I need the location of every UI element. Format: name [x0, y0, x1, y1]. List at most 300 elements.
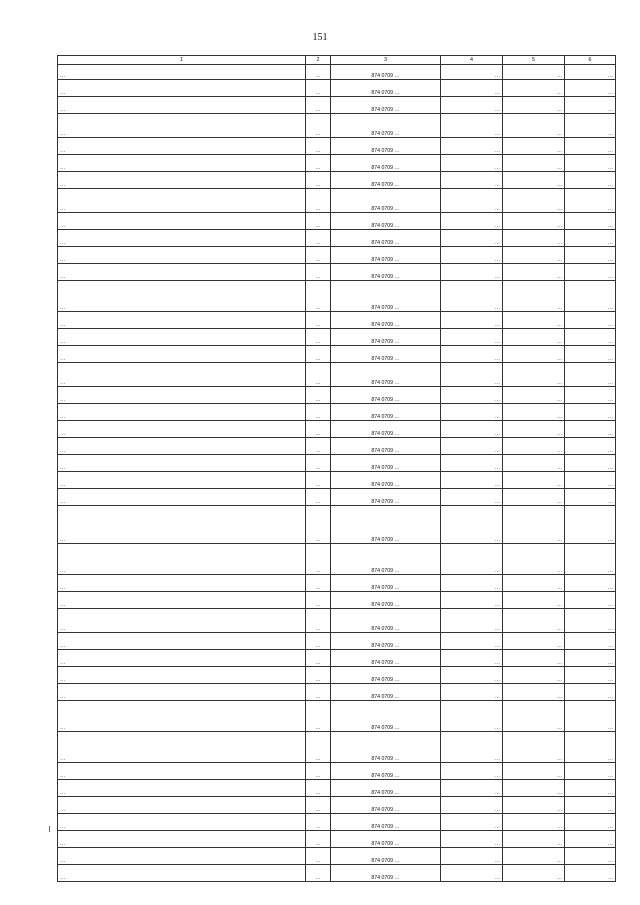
- row-name: …: [58, 80, 306, 97]
- row-code: …: [306, 421, 331, 438]
- row-amount-executed: …: [503, 213, 565, 230]
- row-amount-executed: …: [503, 814, 565, 831]
- row-amount-balance: …: [565, 732, 616, 763]
- row-name: …: [58, 506, 306, 544]
- row-code: …: [306, 172, 331, 189]
- row-amount-balance: …: [565, 814, 616, 831]
- row-classification: 874 0709 …: [331, 346, 441, 363]
- row-name: …: [58, 544, 306, 575]
- row-classification: 874 0709 …: [331, 780, 441, 797]
- row-amount-balance: …: [565, 172, 616, 189]
- row-name: …: [58, 472, 306, 489]
- table-row: [58, 797, 616, 814]
- row-code: …: [306, 247, 331, 264]
- row-classification: 874 0709 …: [331, 404, 441, 421]
- row-name: …: [58, 172, 306, 189]
- row-amount-balance: …: [565, 575, 616, 592]
- row-amount-planned: …: [441, 114, 503, 138]
- row-name: …: [58, 138, 306, 155]
- column-number: 6: [565, 56, 616, 65]
- table-row: [58, 489, 616, 506]
- row-amount-balance: …: [565, 650, 616, 667]
- row-code: …: [306, 633, 331, 650]
- row-amount-executed: …: [503, 684, 565, 701]
- row-classification: 874 0709 …: [331, 575, 441, 592]
- row-classification: 874 0709 …: [331, 455, 441, 472]
- row-code: …: [306, 609, 331, 633]
- row-amount-executed: …: [503, 264, 565, 281]
- table-row: [58, 831, 616, 848]
- row-amount-executed: …: [503, 472, 565, 489]
- row-name: …: [58, 329, 306, 346]
- row-classification: 874 0709 …: [331, 544, 441, 575]
- row-amount-executed: …: [503, 281, 565, 312]
- row-classification: 874 0709 …: [331, 684, 441, 701]
- row-code: …: [306, 732, 331, 763]
- row-amount-balance: …: [565, 138, 616, 155]
- row-amount-executed: …: [503, 65, 565, 80]
- row-name: …: [58, 363, 306, 387]
- row-name: …: [58, 592, 306, 609]
- row-code: …: [306, 650, 331, 667]
- row-amount-planned: …: [441, 65, 503, 80]
- table-row: [58, 506, 616, 544]
- row-classification: 874 0709 …: [331, 213, 441, 230]
- margin-mark: [49, 826, 53, 832]
- row-name: …: [58, 633, 306, 650]
- row-amount-executed: …: [503, 114, 565, 138]
- row-classification: 874 0709 …: [331, 848, 441, 865]
- row-amount-planned: …: [441, 763, 503, 780]
- table-body: [58, 65, 616, 882]
- row-amount-planned: …: [441, 797, 503, 814]
- table-row: [58, 865, 616, 882]
- row-name: …: [58, 848, 306, 865]
- page-number: 151: [312, 32, 328, 43]
- row-name: …: [58, 404, 306, 421]
- row-amount-balance: …: [565, 684, 616, 701]
- row-name: …: [58, 264, 306, 281]
- row-name: …: [58, 684, 306, 701]
- table-row: [58, 701, 616, 732]
- row-classification: 874 0709 …: [331, 247, 441, 264]
- table-row: [58, 438, 616, 455]
- row-amount-planned: …: [441, 609, 503, 633]
- row-amount-planned: …: [441, 780, 503, 797]
- table-row: [58, 138, 616, 155]
- row-amount-executed: …: [503, 701, 565, 732]
- row-classification: 874 0709 …: [331, 138, 441, 155]
- row-classification: 874 0709 …: [331, 701, 441, 732]
- row-code: …: [306, 575, 331, 592]
- row-classification: 874 0709 …: [331, 114, 441, 138]
- row-classification: 874 0709 …: [331, 633, 441, 650]
- row-classification: 874 0709 …: [331, 438, 441, 455]
- row-code: …: [306, 701, 331, 732]
- row-classification: 874 0709 …: [331, 65, 441, 80]
- row-amount-planned: …: [441, 472, 503, 489]
- row-name: …: [58, 814, 306, 831]
- row-code: …: [306, 848, 331, 865]
- row-amount-executed: …: [503, 455, 565, 472]
- row-amount-planned: …: [441, 455, 503, 472]
- row-amount-balance: …: [565, 633, 616, 650]
- row-name: …: [58, 438, 306, 455]
- row-amount-planned: …: [441, 247, 503, 264]
- row-amount-executed: …: [503, 172, 565, 189]
- row-code: …: [306, 65, 331, 80]
- row-amount-planned: …: [441, 650, 503, 667]
- table-row: [58, 667, 616, 684]
- row-classification: 874 0709 …: [331, 363, 441, 387]
- row-name: …: [58, 667, 306, 684]
- row-classification: 874 0709 …: [331, 155, 441, 172]
- row-amount-planned: …: [441, 387, 503, 404]
- table-row: [58, 404, 616, 421]
- row-classification: 874 0709 …: [331, 80, 441, 97]
- table-row: [58, 346, 616, 363]
- row-classification: 874 0709 …: [331, 472, 441, 489]
- row-amount-planned: …: [441, 172, 503, 189]
- row-code: …: [306, 264, 331, 281]
- row-classification: 874 0709 …: [331, 814, 441, 831]
- row-amount-executed: …: [503, 592, 565, 609]
- row-classification: 874 0709 …: [331, 329, 441, 346]
- row-amount-balance: …: [565, 831, 616, 848]
- row-code: …: [306, 684, 331, 701]
- column-number: 2: [306, 56, 331, 65]
- row-code: …: [306, 438, 331, 455]
- row-amount-balance: …: [565, 80, 616, 97]
- row-amount-executed: …: [503, 609, 565, 633]
- row-code: …: [306, 780, 331, 797]
- table-row: [58, 80, 616, 97]
- row-amount-balance: …: [565, 387, 616, 404]
- row-amount-executed: …: [503, 763, 565, 780]
- table-row: [58, 97, 616, 114]
- table-row: [58, 609, 616, 633]
- table-row: [58, 155, 616, 172]
- row-amount-balance: …: [565, 865, 616, 882]
- row-amount-balance: …: [565, 609, 616, 633]
- table-row: [58, 472, 616, 489]
- table-row: [58, 172, 616, 189]
- row-amount-balance: …: [565, 455, 616, 472]
- table-row: [58, 247, 616, 264]
- row-code: …: [306, 763, 331, 780]
- row-name: …: [58, 230, 306, 247]
- row-amount-executed: …: [503, 421, 565, 438]
- table-row: [58, 65, 616, 80]
- row-amount-planned: …: [441, 831, 503, 848]
- row-classification: 874 0709 …: [331, 650, 441, 667]
- table-row: [58, 650, 616, 667]
- row-code: …: [306, 329, 331, 346]
- row-name: …: [58, 189, 306, 213]
- table-row: [58, 363, 616, 387]
- row-amount-executed: …: [503, 387, 565, 404]
- row-amount-balance: …: [565, 489, 616, 506]
- row-amount-planned: …: [441, 329, 503, 346]
- row-amount-planned: …: [441, 575, 503, 592]
- row-classification: 874 0709 …: [331, 797, 441, 814]
- row-name: …: [58, 865, 306, 882]
- row-amount-planned: …: [441, 633, 503, 650]
- row-amount-planned: …: [441, 264, 503, 281]
- row-amount-planned: …: [441, 421, 503, 438]
- row-amount-balance: …: [565, 230, 616, 247]
- row-classification: 874 0709 …: [331, 667, 441, 684]
- table-row: [58, 455, 616, 472]
- row-amount-planned: …: [441, 684, 503, 701]
- row-code: …: [306, 230, 331, 247]
- table-row: [58, 780, 616, 797]
- row-name: …: [58, 114, 306, 138]
- row-amount-planned: …: [441, 230, 503, 247]
- table-row: [58, 281, 616, 312]
- row-amount-balance: …: [565, 114, 616, 138]
- row-code: …: [306, 363, 331, 387]
- table-row: [58, 387, 616, 404]
- table-row: [58, 114, 616, 138]
- row-amount-executed: …: [503, 544, 565, 575]
- row-name: …: [58, 701, 306, 732]
- row-amount-balance: …: [565, 701, 616, 732]
- row-amount-balance: …: [565, 329, 616, 346]
- row-amount-balance: …: [565, 97, 616, 114]
- row-name: …: [58, 455, 306, 472]
- table-row: [58, 329, 616, 346]
- row-amount-balance: …: [565, 312, 616, 329]
- table-row: [58, 264, 616, 281]
- row-amount-balance: …: [565, 592, 616, 609]
- table-row: [58, 814, 616, 831]
- row-classification: 874 0709 …: [331, 592, 441, 609]
- row-name: …: [58, 65, 306, 80]
- row-amount-planned: …: [441, 732, 503, 763]
- row-code: …: [306, 80, 331, 97]
- row-classification: 874 0709 …: [331, 421, 441, 438]
- column-number: 4: [441, 56, 503, 65]
- row-name: …: [58, 155, 306, 172]
- row-amount-balance: …: [565, 472, 616, 489]
- row-classification: 874 0709 …: [331, 831, 441, 848]
- row-classification: 874 0709 …: [331, 230, 441, 247]
- row-code: …: [306, 865, 331, 882]
- row-amount-planned: …: [441, 667, 503, 684]
- row-amount-balance: …: [565, 189, 616, 213]
- row-amount-balance: …: [565, 780, 616, 797]
- row-code: …: [306, 544, 331, 575]
- row-amount-executed: …: [503, 650, 565, 667]
- row-name: …: [58, 609, 306, 633]
- row-amount-planned: …: [441, 213, 503, 230]
- row-name: …: [58, 732, 306, 763]
- row-amount-planned: …: [441, 404, 503, 421]
- row-amount-executed: …: [503, 865, 565, 882]
- table-row: [58, 544, 616, 575]
- row-amount-planned: …: [441, 281, 503, 312]
- column-number: 3: [331, 56, 441, 65]
- row-amount-balance: …: [565, 346, 616, 363]
- row-name: …: [58, 797, 306, 814]
- row-name: …: [58, 281, 306, 312]
- row-amount-balance: …: [565, 213, 616, 230]
- table-row: [58, 848, 616, 865]
- row-name: …: [58, 346, 306, 363]
- row-amount-balance: …: [565, 247, 616, 264]
- row-amount-executed: …: [503, 438, 565, 455]
- row-amount-executed: …: [503, 797, 565, 814]
- row-amount-planned: …: [441, 544, 503, 575]
- row-amount-executed: …: [503, 80, 565, 97]
- row-classification: 874 0709 …: [331, 281, 441, 312]
- row-amount-planned: …: [441, 312, 503, 329]
- row-code: …: [306, 97, 331, 114]
- row-amount-balance: …: [565, 264, 616, 281]
- row-amount-planned: …: [441, 346, 503, 363]
- table-row: [58, 213, 616, 230]
- table-row: [58, 684, 616, 701]
- row-amount-executed: …: [503, 575, 565, 592]
- row-classification: 874 0709 …: [331, 763, 441, 780]
- row-code: …: [306, 155, 331, 172]
- row-amount-balance: …: [565, 421, 616, 438]
- row-code: …: [306, 489, 331, 506]
- table-row: [58, 633, 616, 650]
- row-name: …: [58, 780, 306, 797]
- row-amount-balance: …: [565, 763, 616, 780]
- column-number: 1: [58, 56, 306, 65]
- row-code: …: [306, 387, 331, 404]
- row-amount-executed: …: [503, 329, 565, 346]
- row-amount-executed: …: [503, 155, 565, 172]
- row-amount-planned: …: [441, 701, 503, 732]
- row-name: …: [58, 213, 306, 230]
- row-classification: 874 0709 …: [331, 387, 441, 404]
- row-amount-planned: …: [441, 138, 503, 155]
- row-name: …: [58, 763, 306, 780]
- row-amount-balance: …: [565, 363, 616, 387]
- row-amount-executed: …: [503, 363, 565, 387]
- row-amount-planned: …: [441, 155, 503, 172]
- row-amount-executed: …: [503, 667, 565, 684]
- row-classification: 874 0709 …: [331, 97, 441, 114]
- row-amount-balance: …: [565, 65, 616, 80]
- row-amount-executed: …: [503, 633, 565, 650]
- row-code: …: [306, 592, 331, 609]
- table-row: [58, 312, 616, 329]
- row-code: …: [306, 404, 331, 421]
- row-name: …: [58, 97, 306, 114]
- row-classification: 874 0709 …: [331, 264, 441, 281]
- row-amount-executed: …: [503, 312, 565, 329]
- row-amount-planned: …: [441, 592, 503, 609]
- row-name: …: [58, 575, 306, 592]
- row-classification: 874 0709 …: [331, 506, 441, 544]
- row-code: …: [306, 114, 331, 138]
- row-classification: 874 0709 …: [331, 189, 441, 213]
- row-amount-executed: …: [503, 831, 565, 848]
- table-row: [58, 575, 616, 592]
- row-code: …: [306, 667, 331, 684]
- row-name: …: [58, 247, 306, 264]
- row-amount-executed: …: [503, 489, 565, 506]
- row-amount-planned: …: [441, 80, 503, 97]
- table-row: [58, 592, 616, 609]
- row-name: …: [58, 831, 306, 848]
- table-row: [58, 732, 616, 763]
- row-amount-executed: …: [503, 230, 565, 247]
- row-amount-planned: …: [441, 506, 503, 544]
- row-code: …: [306, 312, 331, 329]
- row-classification: 874 0709 …: [331, 732, 441, 763]
- row-amount-executed: …: [503, 346, 565, 363]
- row-amount-planned: …: [441, 438, 503, 455]
- row-code: …: [306, 506, 331, 544]
- row-code: …: [306, 797, 331, 814]
- row-amount-planned: …: [441, 814, 503, 831]
- row-amount-executed: …: [503, 848, 565, 865]
- row-amount-balance: …: [565, 797, 616, 814]
- table-row: [58, 189, 616, 213]
- column-number-row: [58, 56, 616, 65]
- row-amount-planned: …: [441, 363, 503, 387]
- row-amount-executed: …: [503, 506, 565, 544]
- row-code: …: [306, 213, 331, 230]
- row-classification: 874 0709 …: [331, 172, 441, 189]
- row-code: …: [306, 138, 331, 155]
- column-number: 5: [503, 56, 565, 65]
- row-code: …: [306, 831, 331, 848]
- row-code: …: [306, 814, 331, 831]
- row-name: …: [58, 387, 306, 404]
- row-code: …: [306, 189, 331, 213]
- row-name: …: [58, 489, 306, 506]
- row-amount-balance: …: [565, 404, 616, 421]
- row-code: …: [306, 472, 331, 489]
- row-classification: 874 0709 …: [331, 489, 441, 506]
- row-name: …: [58, 312, 306, 329]
- row-amount-balance: …: [565, 438, 616, 455]
- table-row: [58, 421, 616, 438]
- row-code: …: [306, 346, 331, 363]
- row-amount-planned: …: [441, 489, 503, 506]
- row-amount-executed: …: [503, 189, 565, 213]
- row-amount-planned: …: [441, 848, 503, 865]
- row-name: …: [58, 421, 306, 438]
- row-amount-balance: …: [565, 506, 616, 544]
- row-classification: 874 0709 …: [331, 865, 441, 882]
- row-amount-executed: …: [503, 780, 565, 797]
- row-amount-planned: …: [441, 189, 503, 213]
- row-amount-executed: …: [503, 138, 565, 155]
- row-classification: 874 0709 …: [331, 609, 441, 633]
- row-code: …: [306, 455, 331, 472]
- row-classification: 874 0709 …: [331, 312, 441, 329]
- row-amount-executed: …: [503, 732, 565, 763]
- row-amount-balance: …: [565, 281, 616, 312]
- row-amount-balance: …: [565, 667, 616, 684]
- row-amount-executed: …: [503, 247, 565, 264]
- row-amount-executed: …: [503, 97, 565, 114]
- row-amount-balance: …: [565, 155, 616, 172]
- row-amount-planned: …: [441, 865, 503, 882]
- row-amount-planned: …: [441, 97, 503, 114]
- row-amount-balance: …: [565, 848, 616, 865]
- table-row: [58, 230, 616, 247]
- row-code: …: [306, 281, 331, 312]
